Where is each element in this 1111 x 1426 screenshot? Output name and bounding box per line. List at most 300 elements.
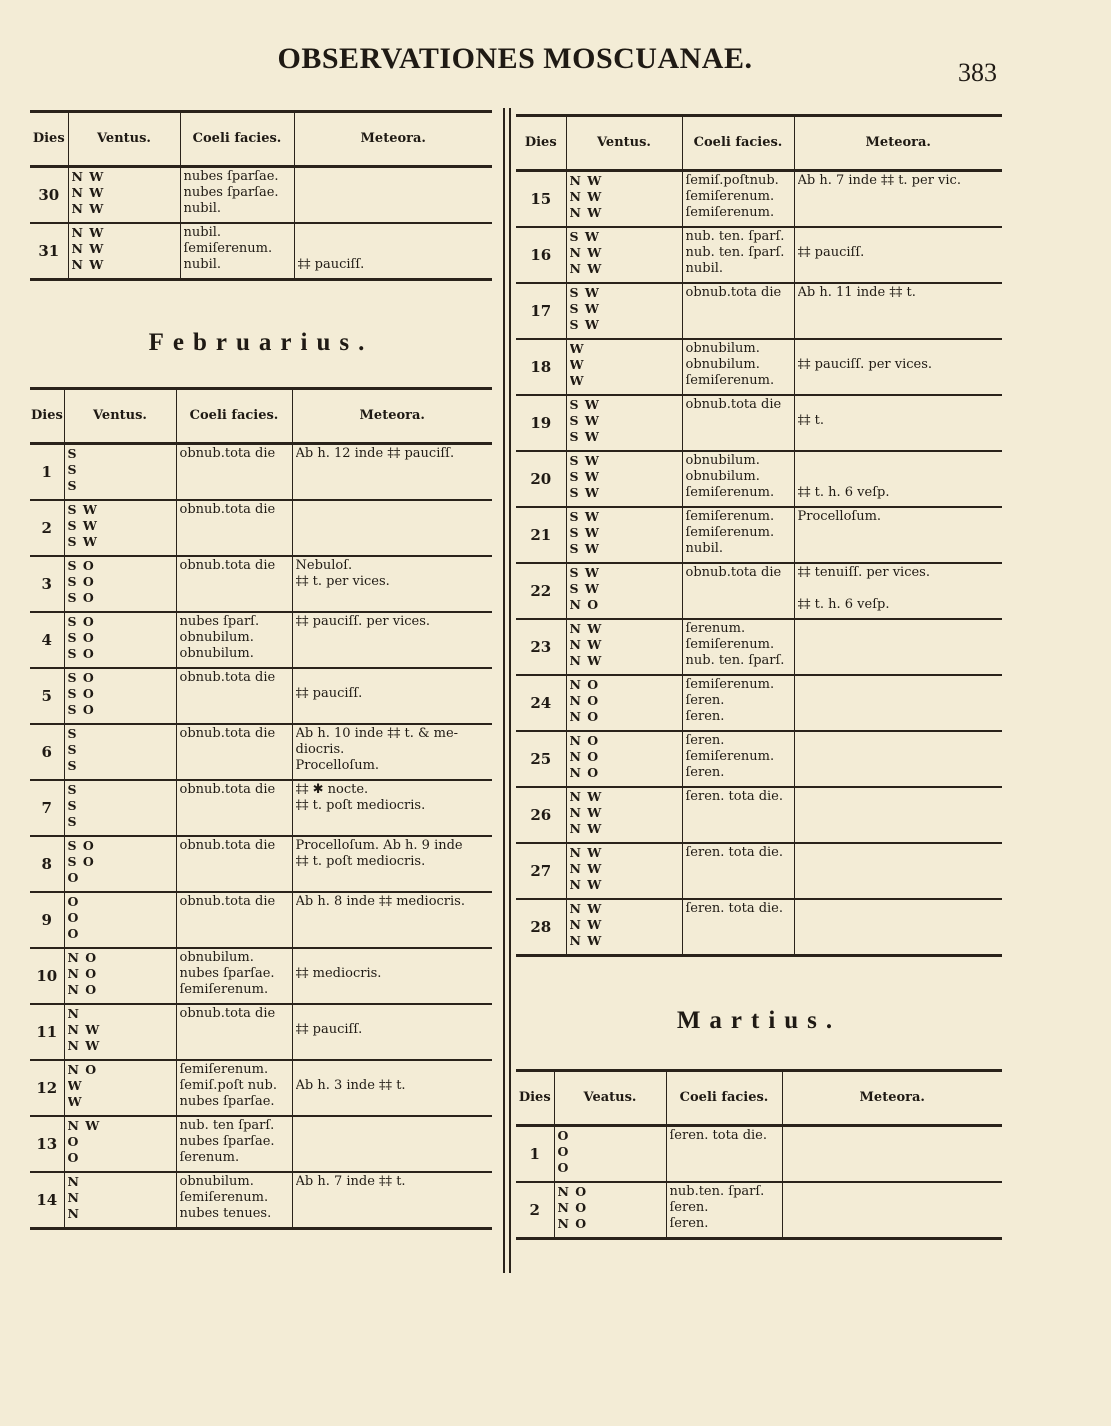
sky-line: obnub.tota die <box>179 670 276 685</box>
sky-line: ſemiſerenum. <box>179 1062 269 1077</box>
wind-cell <box>64 612 176 668</box>
wind-line: S W <box>67 518 98 533</box>
day-number: 14 <box>30 1172 64 1229</box>
sky-cell <box>176 892 292 948</box>
header-meteora: Meteora. <box>294 112 492 167</box>
sky-line: obnub.tota die <box>179 894 276 909</box>
meteora-cell <box>292 612 492 668</box>
wind-cell <box>64 1172 176 1229</box>
sky-line: ſeren. tota die. <box>669 1128 768 1143</box>
wind-cell <box>566 899 682 956</box>
meteora-line: Ab h. 7 inde ‡‡ t. per vic. <box>797 173 961 188</box>
meteora-line: ‡‡ pauciſſ. <box>297 257 365 272</box>
wind-line: S <box>67 446 78 461</box>
sky-line: ſeren. tota die. <box>685 901 784 916</box>
sky-line: ſemiſerenum. <box>685 205 775 220</box>
table-row <box>516 843 1002 899</box>
meteora-line: ‡‡ t. poſt mediocris. <box>295 854 426 869</box>
wind-cell <box>68 167 180 224</box>
wind-line: O <box>557 1144 570 1159</box>
table-row <box>516 619 1002 675</box>
sky-line: ſemiſerenum. <box>685 637 775 652</box>
meteora-cell <box>292 1172 492 1229</box>
meteora-cell <box>794 787 1002 843</box>
sky-line: obnubilum. <box>685 469 760 484</box>
meteora-line: Ab h. 12 inde ‡‡ pauciſſ. <box>295 446 455 461</box>
sky-line: obnubilum. <box>179 950 254 965</box>
wind-line: N W <box>67 1118 101 1133</box>
sky-line: ſeren. <box>685 693 725 708</box>
wind-line: S O <box>67 838 95 853</box>
sky-cell <box>666 1182 782 1239</box>
sky-line: obnub.tota die <box>179 838 276 853</box>
table-row <box>30 780 492 836</box>
wind-cell <box>64 500 176 556</box>
wind-cell <box>64 668 176 724</box>
wind-line: N O <box>557 1216 588 1231</box>
header-coeli: Coeli facies. <box>180 112 294 167</box>
day-number: 17 <box>516 283 566 339</box>
meteora-line: ‡‡ t. poſt mediocris. <box>295 798 426 813</box>
wind-line: N W <box>569 933 603 948</box>
table-row <box>30 1172 492 1229</box>
wind-line: O <box>67 1150 80 1165</box>
day-number: 30 <box>30 167 68 224</box>
day-number: 7 <box>30 780 64 836</box>
wind-line: N O <box>569 733 600 748</box>
wind-cell <box>64 1116 176 1172</box>
wind-line: N O <box>569 749 600 764</box>
sky-line: ſemiſerenum. <box>685 189 775 204</box>
wind-cell <box>566 619 682 675</box>
sky-line: ſeren. tota die. <box>685 789 784 804</box>
table-row <box>30 1004 492 1060</box>
wind-line: N W <box>569 189 603 204</box>
wind-cell <box>68 223 180 280</box>
wind-cell <box>64 948 176 1004</box>
table-row <box>30 167 492 224</box>
wind-line: S <box>67 478 78 493</box>
sky-cell <box>176 780 292 836</box>
table-row <box>30 1116 492 1172</box>
right-column <box>516 114 1002 1240</box>
wind-line: S W <box>569 541 600 556</box>
wind-line: N W <box>71 257 105 272</box>
day-number: 20 <box>516 451 566 507</box>
sky-line: nubil. <box>183 257 222 272</box>
wind-cell <box>566 843 682 899</box>
wind-line: N W <box>569 805 603 820</box>
sky-line: obnub.tota die <box>685 565 782 580</box>
meteora-cell <box>292 780 492 836</box>
sky-line: obnub.tota die <box>179 782 276 797</box>
sky-cell <box>176 1060 292 1116</box>
column-divider <box>503 108 505 1273</box>
sky-cell <box>682 563 794 619</box>
wind-line: S O <box>67 574 95 589</box>
wind-line: S O <box>67 854 95 869</box>
sky-line: ſeren. <box>685 733 725 748</box>
table-row <box>516 1126 1002 1183</box>
wind-line: N W <box>71 201 105 216</box>
wind-line: S W <box>569 509 600 524</box>
table-row <box>516 451 1002 507</box>
meteora-line: Procelloſum. Ab h. 9 inde <box>295 838 463 853</box>
meteora-line <box>296 950 490 966</box>
left-column <box>30 110 492 1230</box>
sky-cell <box>176 444 292 501</box>
wind-line: S O <box>67 670 95 685</box>
wind-line: S W <box>569 301 600 316</box>
meteora-cell <box>794 563 1002 619</box>
sky-line: ſemiſerenum. <box>685 749 775 764</box>
meteora-cell <box>292 892 492 948</box>
january-table <box>30 110 492 281</box>
table-row <box>30 836 492 892</box>
meteora-line <box>798 341 1000 357</box>
meteora-line <box>798 397 1000 413</box>
wind-line: N W <box>71 225 105 240</box>
wind-line: N W <box>71 169 105 184</box>
wind-cell <box>566 395 682 451</box>
wind-line: N O <box>569 597 600 612</box>
meteora-cell <box>794 899 1002 956</box>
meteora-line: ‡‡ pauciſſ. <box>295 1022 363 1037</box>
wind-line: N W <box>569 861 603 876</box>
table-row <box>30 892 492 948</box>
meteora-cell <box>292 1116 492 1172</box>
table-row <box>516 227 1002 283</box>
wind-line: S W <box>569 285 600 300</box>
month-title-martius: Martius. <box>676 1007 842 1034</box>
table-row <box>30 1060 492 1116</box>
wind-line: N O <box>569 709 600 724</box>
wind-line: N W <box>569 637 603 652</box>
sky-cell <box>176 556 292 612</box>
wind-line: S <box>67 814 78 829</box>
sky-line: ſerenum. <box>685 621 746 636</box>
wind-cell <box>554 1126 666 1183</box>
sky-line: ſemiſ.poſt nub. <box>179 1078 277 1093</box>
wind-line: S O <box>67 590 95 605</box>
table-row <box>30 668 492 724</box>
wind-cell <box>64 724 176 780</box>
table-row <box>516 731 1002 787</box>
meteora-line: ‡‡ t. per vices. <box>295 574 390 589</box>
wind-line: N W <box>569 173 603 188</box>
wind-line: S <box>67 742 78 757</box>
meteora-line <box>296 1062 490 1078</box>
header-meteora: Meteora. <box>782 1071 1002 1126</box>
meteora-cell <box>292 724 492 780</box>
meteora-cell <box>292 1004 492 1060</box>
sky-cell <box>682 283 794 339</box>
day-number: 15 <box>516 171 566 228</box>
meteora-cell <box>794 619 1002 675</box>
day-number: 21 <box>516 507 566 563</box>
wind-cell <box>566 787 682 843</box>
meteora-cell <box>292 556 492 612</box>
table-row <box>516 339 1002 395</box>
wind-line: N W <box>67 1038 101 1053</box>
sky-cell <box>176 724 292 780</box>
meteora-line: ‡‡ tenuiſſ. per vices. <box>797 565 930 580</box>
wind-line: N W <box>67 1022 101 1037</box>
sky-cell <box>682 731 794 787</box>
column-divider <box>509 108 511 1273</box>
wind-line: S O <box>67 614 95 629</box>
page-number: 383 <box>958 58 997 87</box>
header-ventus: Ventus. <box>64 389 176 444</box>
sky-line: obnubilum. <box>685 453 760 468</box>
sky-line: nubes ſparſae. <box>179 1134 275 1149</box>
header-dies: Dies <box>516 1071 554 1126</box>
wind-line: S <box>67 726 78 741</box>
sky-line: obnubilum. <box>179 646 254 661</box>
sky-line: obnub.tota die <box>685 397 782 412</box>
table-row <box>30 500 492 556</box>
header-dies: Dies <box>516 116 566 171</box>
meteora-line: ‡‡ mediocris. <box>295 966 382 981</box>
wind-line: S O <box>67 646 95 661</box>
meteora-cell <box>794 731 1002 787</box>
wind-line: N W <box>569 205 603 220</box>
wind-line: N W <box>569 789 603 804</box>
sky-line: ſemiſ.poſtnub. <box>685 173 779 188</box>
day-number: 9 <box>30 892 64 948</box>
day-number: 4 <box>30 612 64 668</box>
sky-line: nub. ten ſparſ. <box>179 1118 275 1133</box>
sky-line: obnub.tota die <box>179 558 276 573</box>
sky-line: obnub.tota die <box>179 726 276 741</box>
sky-line: obnubilum. <box>685 341 760 356</box>
wind-line: S W <box>569 453 600 468</box>
wind-line: N W <box>569 901 603 916</box>
sky-line: ſemiſerenum. <box>179 982 269 997</box>
month-title-februarius: Februarius. <box>148 329 374 356</box>
header-coeli: Coeli facies. <box>666 1071 782 1126</box>
table-row <box>30 724 492 780</box>
sky-line: ſemiſerenum. <box>685 373 775 388</box>
sky-line: nubil. <box>183 201 222 216</box>
wind-line: S <box>67 782 78 797</box>
sky-cell <box>176 836 292 892</box>
wind-line: S O <box>67 686 95 701</box>
wind-line: N O <box>569 693 600 708</box>
table-row <box>30 948 492 1004</box>
wind-cell <box>566 563 682 619</box>
sky-line: nub.ten. ſparſ. <box>669 1184 765 1199</box>
wind-cell <box>566 731 682 787</box>
sky-cell <box>682 507 794 563</box>
meteora-cell <box>794 283 1002 339</box>
table-row <box>30 612 492 668</box>
meteora-line <box>798 453 1000 469</box>
day-number: 28 <box>516 899 566 956</box>
header-ventus: Ventus. <box>566 116 682 171</box>
header-ventus: Ventus. <box>68 112 180 167</box>
meteora-line: ‡‡ pauciſſ. per vices. <box>797 357 933 372</box>
wind-line: S O <box>67 702 95 717</box>
table-row <box>516 563 1002 619</box>
wind-line: N O <box>557 1184 588 1199</box>
wind-line: S W <box>67 502 98 517</box>
wind-line: S W <box>569 565 600 580</box>
meteora-line <box>298 241 490 257</box>
meteora-line: Ab h. 7 inde ‡‡ t. <box>295 1174 406 1189</box>
meteora-line: Procelloſum. <box>295 758 380 773</box>
day-number: 25 <box>516 731 566 787</box>
sky-line: obnub.tota die <box>685 285 782 300</box>
wind-line: O <box>67 894 80 909</box>
wind-line: S W <box>569 229 600 244</box>
wind-line: O <box>67 1134 80 1149</box>
day-number: 2 <box>516 1182 554 1239</box>
meteora-line <box>298 225 490 241</box>
wind-line: N W <box>569 261 603 276</box>
wind-cell <box>64 556 176 612</box>
table-row <box>516 395 1002 451</box>
table-row <box>30 444 492 501</box>
meteora-cell <box>794 843 1002 899</box>
meteora-line: ‡‡ pauciſſ. per vices. <box>295 614 431 629</box>
sky-cell <box>682 395 794 451</box>
sky-line: ſemiſerenum. <box>685 677 775 692</box>
sky-line: obnubilum. <box>179 630 254 645</box>
day-number: 26 <box>516 787 566 843</box>
meteora-cell <box>794 171 1002 228</box>
sky-line: ſerenum. <box>179 1150 240 1165</box>
day-number: 24 <box>516 675 566 731</box>
wind-line: W <box>569 341 585 356</box>
wind-cell <box>566 675 682 731</box>
sky-line: nubil. <box>685 261 724 276</box>
meteora-line: Nebuloſ. <box>295 558 353 573</box>
sky-cell <box>176 612 292 668</box>
header-meteora: Meteora. <box>292 389 492 444</box>
wind-line: N W <box>569 917 603 932</box>
meteora-line: Ab h. 10 inde ‡‡ t. & me- <box>295 726 459 741</box>
sky-cell <box>682 619 794 675</box>
meteora-cell <box>794 227 1002 283</box>
sky-line: nubes ſparſae. <box>183 185 279 200</box>
sky-cell <box>176 1004 292 1060</box>
sky-line: ſemiſerenum. <box>685 485 775 500</box>
wind-cell <box>64 836 176 892</box>
sky-line: nub. ten. ſparſ. <box>685 653 785 668</box>
sky-line: nub. ten. ſparſ. <box>685 229 785 244</box>
meteora-cell <box>794 507 1002 563</box>
wind-line: N O <box>67 982 98 997</box>
wind-line: W <box>67 1094 83 1109</box>
meteora-cell <box>292 836 492 892</box>
meteora-cell <box>294 223 492 280</box>
wind-cell <box>566 283 682 339</box>
wind-line: N W <box>569 245 603 260</box>
header-coeli: Coeli facies. <box>682 116 794 171</box>
wind-line: O <box>67 870 80 885</box>
day-number: 1 <box>30 444 64 501</box>
sky-line: ſeren. <box>685 765 725 780</box>
wind-cell <box>64 1004 176 1060</box>
wind-line: N W <box>569 845 603 860</box>
meteora-cell <box>782 1126 1002 1183</box>
wind-line: N O <box>67 966 98 981</box>
meteora-cell <box>794 395 1002 451</box>
wind-line: N W <box>569 653 603 668</box>
sky-cell <box>682 171 794 228</box>
day-number: 12 <box>30 1060 64 1116</box>
meteora-line: diocris. <box>295 742 345 757</box>
meteora-line: ‡‡ t. <box>797 413 824 428</box>
table-row <box>516 675 1002 731</box>
wind-line: O <box>67 910 80 925</box>
meteora-line: ‡‡ t. h. 6 veſp. <box>797 485 890 500</box>
wind-line: S O <box>67 630 95 645</box>
sky-cell <box>176 1116 292 1172</box>
sky-cell <box>666 1126 782 1183</box>
sky-line: nubes ſparſae. <box>179 966 275 981</box>
wind-line: N W <box>569 877 603 892</box>
meteora-line <box>296 670 490 686</box>
meteora-line: ‡‡ pauciſſ. <box>797 245 865 260</box>
meteora-line: ‡‡ pauciſſ. <box>295 686 363 701</box>
sky-line: ſeren. tota die. <box>685 845 784 860</box>
header-dies: Dies <box>30 112 68 167</box>
wind-line: S W <box>569 397 600 412</box>
sky-cell <box>682 227 794 283</box>
wind-cell <box>64 892 176 948</box>
day-number: 2 <box>30 500 64 556</box>
table-row <box>516 283 1002 339</box>
sky-line: ſemiſerenum. <box>685 525 775 540</box>
meteora-line: ‡‡ t. h. 6 veſp. <box>797 597 890 612</box>
wind-line: S <box>67 462 78 477</box>
day-number: 1 <box>516 1126 554 1183</box>
wind-line: N <box>67 1174 80 1189</box>
wind-line: N W <box>569 821 603 836</box>
wind-line: N O <box>557 1200 588 1215</box>
meteora-cell <box>782 1182 1002 1239</box>
wind-line: O <box>557 1160 570 1175</box>
header-ventus: Veatus. <box>554 1071 666 1126</box>
sky-line: nubes ſparſae. <box>183 169 279 184</box>
day-number: 23 <box>516 619 566 675</box>
wind-cell <box>566 507 682 563</box>
wind-line: N <box>67 1206 80 1221</box>
page-title: OBSERVATIONES MOSCUANAE. <box>277 42 753 75</box>
wind-line: W <box>67 1078 83 1093</box>
wind-line: S W <box>569 413 600 428</box>
meteora-line <box>798 469 1000 485</box>
wind-cell <box>554 1182 666 1239</box>
table-row <box>30 223 492 280</box>
wind-line: S O <box>67 558 95 573</box>
meteora-cell <box>292 1060 492 1116</box>
sky-cell <box>176 500 292 556</box>
day-number: 27 <box>516 843 566 899</box>
header-dies: Dies <box>30 389 64 444</box>
sky-line: nubes tenues. <box>179 1206 272 1221</box>
sky-line: obnub.tota die <box>179 446 276 461</box>
header-meteora: Meteora. <box>794 116 1002 171</box>
day-number: 16 <box>516 227 566 283</box>
meteora-line: Ab h. 8 inde ‡‡ mediocris. <box>295 894 465 909</box>
day-number: 3 <box>30 556 64 612</box>
wind-line: S W <box>67 534 98 549</box>
februarius-table-part2 <box>516 114 1002 957</box>
wind-line: S W <box>569 525 600 540</box>
